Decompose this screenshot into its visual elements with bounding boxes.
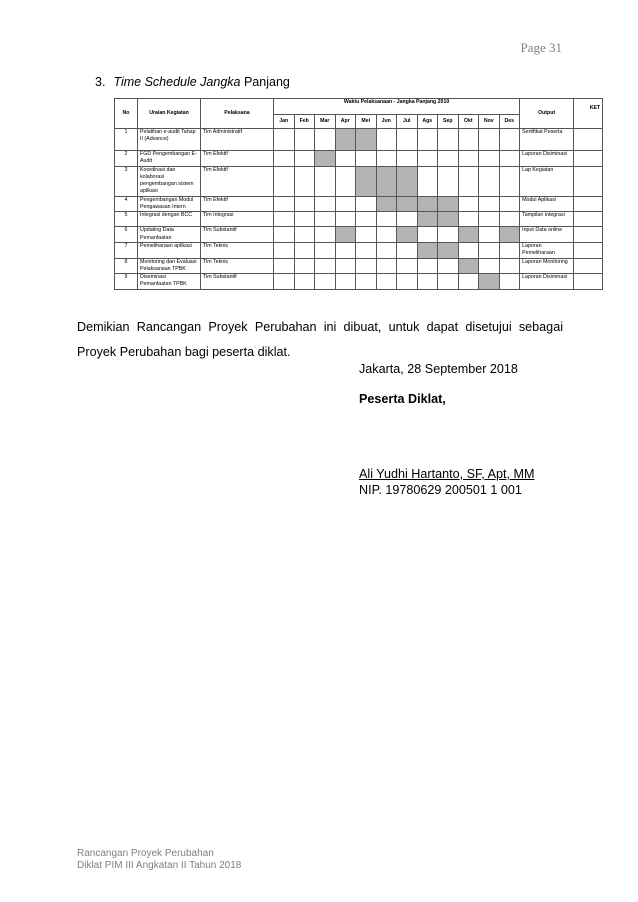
page-number: Page 31	[520, 40, 562, 55]
month-cell	[479, 258, 500, 274]
month-cell	[499, 274, 520, 290]
month-cell-scheduled	[417, 196, 438, 212]
month-header: Des	[499, 115, 520, 129]
month-cell	[274, 129, 295, 151]
row-output: Sertifikat Peserta	[520, 129, 574, 151]
row-activity: Koordinasi dan kolaborasi pengembangan sistem aplikasi	[138, 166, 201, 196]
row-ket	[574, 212, 603, 227]
place-date: Jakarta, 28 September 2018	[359, 362, 518, 376]
month-cell-scheduled	[397, 196, 418, 212]
month-cell	[274, 212, 295, 227]
month-cell	[335, 274, 356, 290]
month-cell	[438, 129, 459, 151]
month-cell	[376, 151, 397, 167]
table-row	[115, 166, 603, 196]
month-cell-scheduled	[356, 166, 377, 196]
month-cell	[458, 196, 479, 212]
row-executor: Tim Administratif	[201, 129, 274, 151]
month-cell	[315, 166, 336, 196]
month-cell	[315, 129, 336, 151]
month-cell-scheduled	[417, 242, 438, 258]
row-ket	[574, 242, 603, 258]
month-header: Ags	[417, 115, 438, 129]
row-output: Modul Aplikasi	[520, 196, 574, 212]
month-cell	[335, 196, 356, 212]
month-cell-scheduled	[356, 129, 377, 151]
row-output: Laporan Disiminasi	[520, 274, 574, 290]
month-cell	[335, 212, 356, 227]
month-cell	[335, 151, 356, 167]
month-header: Jan	[274, 115, 295, 129]
month-cell	[499, 258, 520, 274]
month-cell	[356, 242, 377, 258]
footer-line-2: Diklat PIM III Angkatan II Tahun 2018	[77, 860, 242, 871]
row-ket	[574, 196, 603, 212]
month-cell	[499, 196, 520, 212]
row-executor: Tim Substantif	[201, 227, 274, 243]
section-title-italic: Time Schedule Jangka	[113, 75, 241, 89]
month-cell	[417, 151, 438, 167]
month-cell	[479, 242, 500, 258]
month-cell	[479, 129, 500, 151]
header-output: Output	[520, 99, 574, 129]
section-title	[95, 75, 290, 89]
row-number: 5	[115, 212, 138, 227]
month-cell-scheduled	[315, 151, 336, 167]
header-no: No	[115, 99, 138, 129]
month-cell	[315, 227, 336, 243]
month-cell	[294, 258, 315, 274]
footer-line-1: Rancangan Proyek Perubahan	[77, 848, 214, 859]
row-executor: Tim Integrasi	[201, 212, 274, 227]
signer-name: Ali Yudhi Hartanto, SF, Apt, MM	[359, 467, 535, 481]
month-cell	[376, 242, 397, 258]
row-number: 9	[115, 274, 138, 290]
section-number: 3.	[95, 75, 106, 89]
month-cell-scheduled	[438, 242, 459, 258]
month-cell	[294, 212, 315, 227]
month-cell-scheduled	[335, 227, 356, 243]
month-cell	[315, 258, 336, 274]
row-output: Laporan Pemeliharaan	[520, 242, 574, 258]
month-cell	[417, 166, 438, 196]
month-cell	[458, 274, 479, 290]
row-activity: Integrasi dengan BCC	[138, 212, 201, 227]
month-cell	[274, 274, 295, 290]
month-cell	[356, 227, 377, 243]
month-cell	[499, 129, 520, 151]
month-cell-scheduled	[458, 258, 479, 274]
month-cell	[458, 242, 479, 258]
month-cell	[397, 274, 418, 290]
month-header: Okt	[458, 115, 479, 129]
month-cell	[417, 129, 438, 151]
row-number: 6	[115, 227, 138, 243]
row-activity: Updating Data Pemanfaatan	[138, 227, 201, 243]
row-activity: Diseminasi Pemanfaatan TPBK	[138, 274, 201, 290]
row-ket	[574, 258, 603, 274]
month-cell	[294, 166, 315, 196]
month-cell	[315, 212, 336, 227]
row-activity: Pemeliharaan aplikasi	[138, 242, 201, 258]
month-cell	[274, 166, 295, 196]
row-ket	[574, 227, 603, 243]
row-number: 8	[115, 258, 138, 274]
month-header: Mar	[315, 115, 336, 129]
row-activity: Monitoring dan Evaluasi Pelaksanaan TPBK	[138, 258, 201, 274]
header-uraian: Uraian Kegiatan	[138, 99, 201, 129]
month-cell	[335, 258, 356, 274]
footer	[77, 848, 241, 872]
month-cell-scheduled	[499, 227, 520, 243]
month-cell	[499, 166, 520, 196]
month-cell	[376, 274, 397, 290]
schedule-body	[115, 129, 603, 290]
month-header: Apr	[335, 115, 356, 129]
month-cell	[479, 196, 500, 212]
row-number: 2	[115, 151, 138, 167]
month-cell	[438, 151, 459, 167]
table-row	[115, 258, 603, 274]
table-row	[115, 196, 603, 212]
month-cell	[356, 212, 377, 227]
month-header: Feb	[294, 115, 315, 129]
row-output: Tampilan integrasi	[520, 212, 574, 227]
row-ket	[574, 274, 603, 290]
month-cell-scheduled	[458, 227, 479, 243]
month-cell	[294, 274, 315, 290]
month-cell	[438, 227, 459, 243]
row-executor: Tim Teknis	[201, 242, 274, 258]
month-cell	[397, 242, 418, 258]
table-row	[115, 242, 603, 258]
month-cell	[397, 151, 418, 167]
month-cell	[376, 129, 397, 151]
table-row	[115, 129, 603, 151]
month-header: Jul	[397, 115, 418, 129]
month-cell-scheduled	[335, 129, 356, 151]
month-cell	[335, 242, 356, 258]
row-output: Laporan Disiminasi	[520, 151, 574, 167]
row-number: 7	[115, 242, 138, 258]
row-ket	[574, 166, 603, 196]
header-ket: KET	[574, 99, 603, 129]
section-title-rest: Panjang	[243, 75, 290, 89]
month-cell	[417, 258, 438, 274]
row-number: 1	[115, 129, 138, 151]
table-row	[115, 227, 603, 243]
month-header: Jun	[376, 115, 397, 129]
month-cell	[438, 274, 459, 290]
month-cell	[274, 258, 295, 274]
month-cell	[356, 196, 377, 212]
month-cell-scheduled	[376, 166, 397, 196]
month-cell	[458, 151, 479, 167]
month-cell	[356, 151, 377, 167]
month-cell	[294, 242, 315, 258]
month-cell	[315, 242, 336, 258]
month-cell	[315, 196, 336, 212]
month-cell	[499, 242, 520, 258]
table-row	[115, 212, 603, 227]
month-cell-scheduled	[438, 212, 459, 227]
month-cell	[294, 151, 315, 167]
header-pelaksana: Pelaksana	[201, 99, 274, 129]
month-cell-scheduled	[397, 227, 418, 243]
month-cell	[356, 258, 377, 274]
row-executor: Tim Efektif	[201, 196, 274, 212]
row-number: 3	[115, 166, 138, 196]
row-ket	[574, 151, 603, 167]
month-cell	[499, 212, 520, 227]
month-cell	[479, 227, 500, 243]
month-cell	[458, 212, 479, 227]
table-row	[115, 151, 603, 167]
month-cell	[479, 212, 500, 227]
row-executor: Tim Substantif	[201, 274, 274, 290]
row-activity: Pengembangan Modul Pengawasan Intern	[138, 196, 201, 212]
month-cell	[376, 258, 397, 274]
row-output: Input Data online	[520, 227, 574, 243]
month-header: Nov	[479, 115, 500, 129]
month-cell	[294, 129, 315, 151]
month-cell-scheduled	[438, 196, 459, 212]
month-cell	[294, 227, 315, 243]
month-cell	[397, 129, 418, 151]
month-cell	[294, 196, 315, 212]
month-cell-scheduled	[479, 274, 500, 290]
month-cell	[479, 151, 500, 167]
row-executor: Tim Efektif	[201, 151, 274, 167]
month-cell-scheduled	[417, 212, 438, 227]
closing-paragraph: Demikian Rancangan Proyek Perubahan ini dibuat, untuk dapat disetujui sebagai Proyek Perubahan bagi peserta diklat.	[77, 320, 563, 359]
row-executor: Tim Efektif	[201, 166, 274, 196]
month-cell	[376, 227, 397, 243]
month-cell-scheduled	[376, 196, 397, 212]
row-executor: Tim Teknis	[201, 258, 274, 274]
month-cell	[376, 212, 397, 227]
month-cell-scheduled	[397, 166, 418, 196]
month-cell	[356, 274, 377, 290]
row-number: 4	[115, 196, 138, 212]
month-cell	[335, 166, 356, 196]
month-cell	[397, 212, 418, 227]
header-waktu: Waktu Pelaksanaan - Jangka Panjang 2010	[274, 99, 520, 115]
month-cell	[274, 227, 295, 243]
month-header: Mei	[356, 115, 377, 129]
row-output: Laporan Monitoring	[520, 258, 574, 274]
row-output: Lap Kegiatan	[520, 166, 574, 196]
table-row	[115, 274, 603, 290]
row-activity: FGD Pengembangan E-Audit	[138, 151, 201, 167]
month-header: Sep	[438, 115, 459, 129]
month-cell	[274, 242, 295, 258]
month-cell	[397, 258, 418, 274]
month-cell	[417, 274, 438, 290]
month-cell	[417, 227, 438, 243]
month-cell	[274, 151, 295, 167]
month-cell	[438, 258, 459, 274]
month-cell	[479, 166, 500, 196]
month-cell	[438, 166, 459, 196]
row-activity: Pelatihan e-audit Tahap II (Advance)	[138, 129, 201, 151]
month-cell	[458, 129, 479, 151]
month-cell	[499, 151, 520, 167]
month-cell	[458, 166, 479, 196]
month-cell	[315, 274, 336, 290]
row-ket	[574, 129, 603, 151]
month-cell	[274, 196, 295, 212]
signer-nip: NIP. 19780629 200501 1 001	[359, 483, 522, 497]
signer-title: Peserta Diklat,	[359, 392, 446, 406]
schedule-table	[114, 98, 603, 290]
